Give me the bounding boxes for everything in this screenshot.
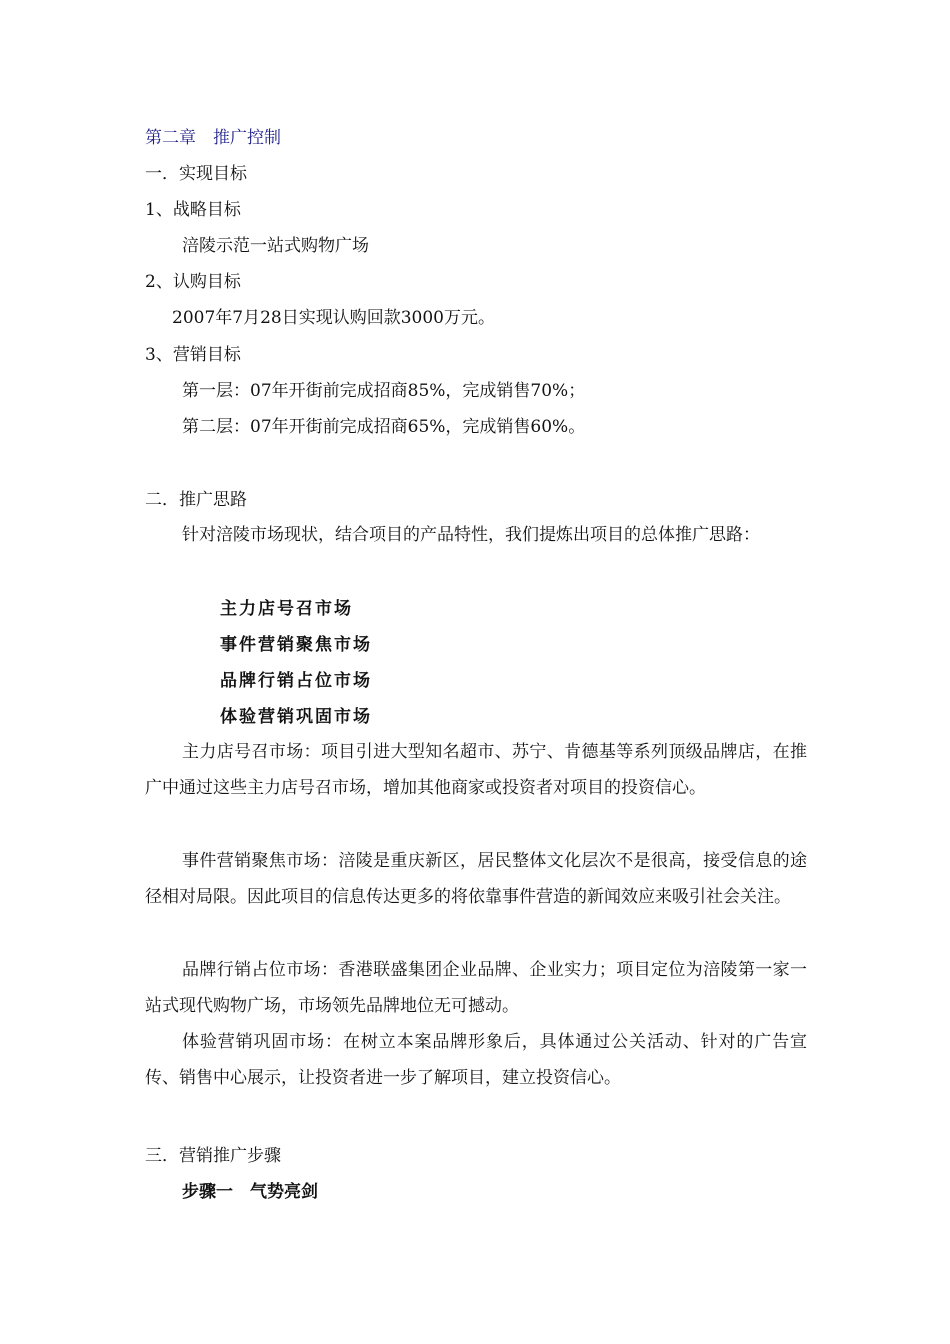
goal-2-label: 2、认购目标	[145, 272, 241, 292]
chapter-title: 第二章 推广控制	[145, 128, 281, 148]
step-1-heading: 步骤一 气势亮剑	[182, 1182, 318, 1202]
goal-3-text-floor-1: 第一层：07年开街前完成招商85%，完成销售70%；	[182, 381, 586, 401]
goal-1-label: 1、战略目标	[145, 200, 241, 220]
pillar-1: 主力店号召市场	[220, 599, 353, 619]
pillar-4-paragraph: 体验营销巩固市场：在树立本案品牌形象后，具体通过公关活动、针对的广告宣传、销售中心展示，让投资者进一步了解项目，建立投资信心。	[145, 1032, 807, 1088]
goal-3-text-floor-2: 第二层：07年开街前完成招商65%，完成销售60%。	[182, 417, 586, 437]
pillar-3-paragraph: 品牌行销占位市场：香港联盛集团企业品牌、企业实力；项目定位为涪陵第一家一站式现代购物广场，市场领先品牌地位无可撼动。	[145, 960, 807, 1016]
pillar-1-paragraph: 主力店号召市场：项目引进大型知名超市、苏宁、肯德基等系列顶级品牌店，在推广中通过这些主力店号召市场，增加其他商家或投资者对项目的投资信心。	[145, 742, 807, 798]
pillar-4: 体验营销巩固市场	[220, 707, 372, 727]
pillar-3: 品牌行销占位市场	[220, 671, 372, 691]
section-3-heading: 三．营销推广步骤	[145, 1146, 281, 1166]
section-2-intro: 针对涪陵市场现状，结合项目的产品特性，我们提炼出项目的总体推广思路：	[182, 525, 760, 545]
goal-3-label: 3、营销目标	[145, 345, 241, 365]
goal-1-text: 涪陵示范一站式购物广场	[182, 236, 369, 256]
pillar-2-paragraph: 事件营销聚焦市场：涪陵是重庆新区，居民整体文化层次不是很高，接受信息的途径相对局限。因此项目的信息传达更多的将依靠事件营造的新闻效应来吸引社会关注。	[145, 851, 807, 907]
section-1-heading: 一．实现目标	[145, 164, 247, 184]
pillar-2: 事件营销聚焦市场	[220, 635, 372, 655]
goal-2-text: 2007年7月28日实现认购回款3000万元。	[172, 308, 495, 328]
section-2-heading: 二．推广思路	[145, 490, 247, 510]
